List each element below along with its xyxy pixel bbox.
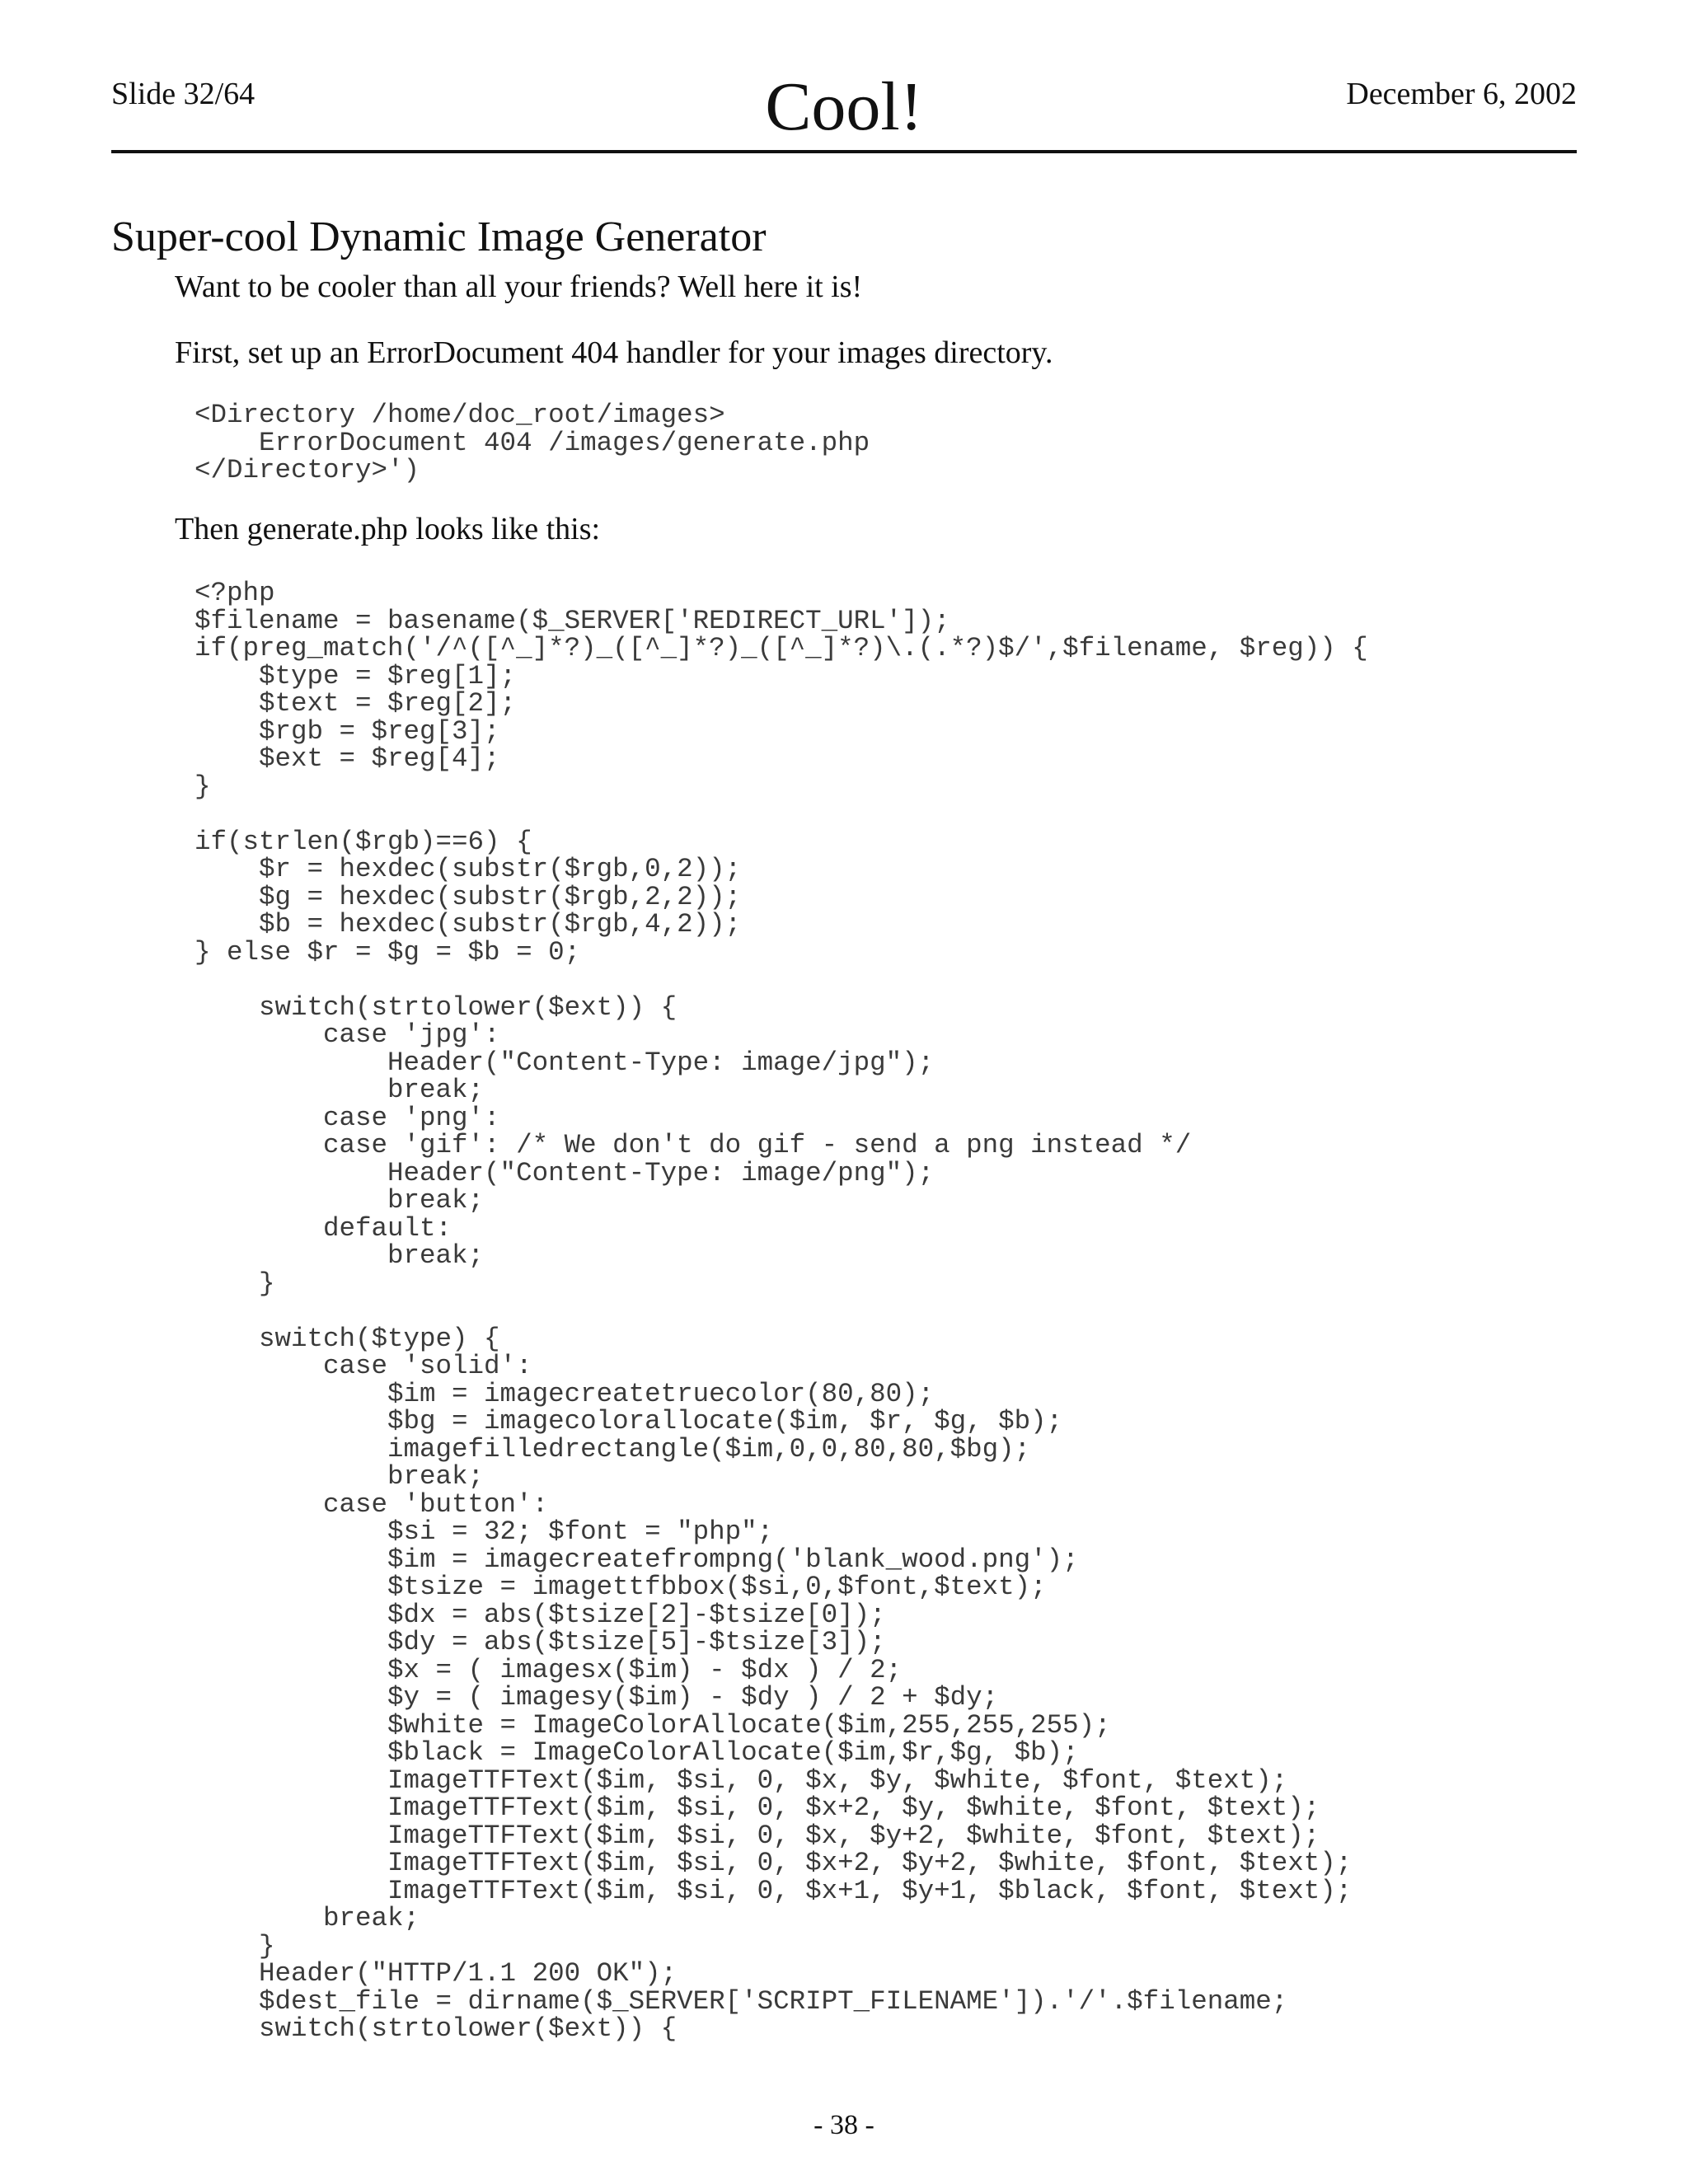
php-code-block: <?php $filename = basename($_SERVER['REDIRECT_URL']); if(preg_match('/^([^_]*?)_([^_]*?)_([^_]*?)\.(.*?)$/',$filename, $reg)) { $type = $reg[1]; $text = $reg[2]; $rgb = $reg[3]; $ext = $reg[4]; } if(strlen($rgb)==6) { $r = hexdec(substr($rgb,0,2)); $g = hexdec(substr($rgb,2,2)); $b = hexdec(substr($rgb,4,2)); } else $r = $g = $b = 0; switch(strtolower($ext)) { case 'jpg': Header("Content-Type: image/jpg"); break; case 'png': case 'gif': /* We don't do gif - send a png instead */ Header("Content-Type: image/png"); break; default: break; } switch($type) { case 'solid': $im = imagecreatetruecolor(80,80); $bg = imagecolorallocate($im, $r, $g, $b); imagefilledrectangle($im,0,0,80,80,$bg); break; case 'button': $si = 32; $font = "php"; $im = imagecreatefrompng('blank_wood.png'); $tsize = imagettfbbox($si,0,$font,$text); $dx = abs($tsize[2]-$tsize[0]); $dy = abs($tsize[5]-$tsize[3]); $x = ( imagesx($im) - $dx ) / 2; $y = ( imagesy($im) - $dy ) / 2 + $dy; $white = ImageColorAllocate($im,255,255,255); $black = ImageColorAllocate($im,$r,$g, $b); ImageTTFText($im, $si, 0, $x, $y, $white, $font, $text); ImageTTFText($im, $si, 0, $x+2, $y, $white, $font, $text); ImageTTFText($im, $si, 0, $x, $y+2, $white, $font, $text); ImageTTFText($im, $si, 0, $x+2, $y+2, $white, $font, $text); ImageTTFText($im, $si, 0, $x+1, $y+1, $black, $font, $text); break; } Header("HTTP/1.1 200 OK"); $dest_file = dirname($_SERVER['SCRIPT_FILENAME']).'/'.$filename; switch(strtolower($ext)) { bbox=[195, 578, 1368, 2044]
step2-paragraph: Then generate.php looks like this: bbox=[175, 512, 601, 546]
header-divider bbox=[111, 150, 1577, 153]
apache-config-code-block: <Directory /home/doc_root/images> ErrorDocument 404 /images/generate.php </Directory>') bbox=[195, 400, 870, 485]
section-heading: Super-cool Dynamic Image Generator bbox=[111, 213, 767, 260]
intro-paragraph: Want to be cooler than all your friends? Well here it is! bbox=[175, 269, 863, 304]
slide-date: December 6, 2002 bbox=[1346, 77, 1577, 111]
step1-paragraph: First, set up an ErrorDocument 404 handler for your images directory. bbox=[175, 335, 1053, 370]
page-number: - 38 - bbox=[814, 2110, 874, 2140]
slide-title: Cool! bbox=[765, 68, 923, 145]
slide-header bbox=[111, 0, 1577, 153]
slide-number: Slide 32/64 bbox=[111, 77, 256, 111]
